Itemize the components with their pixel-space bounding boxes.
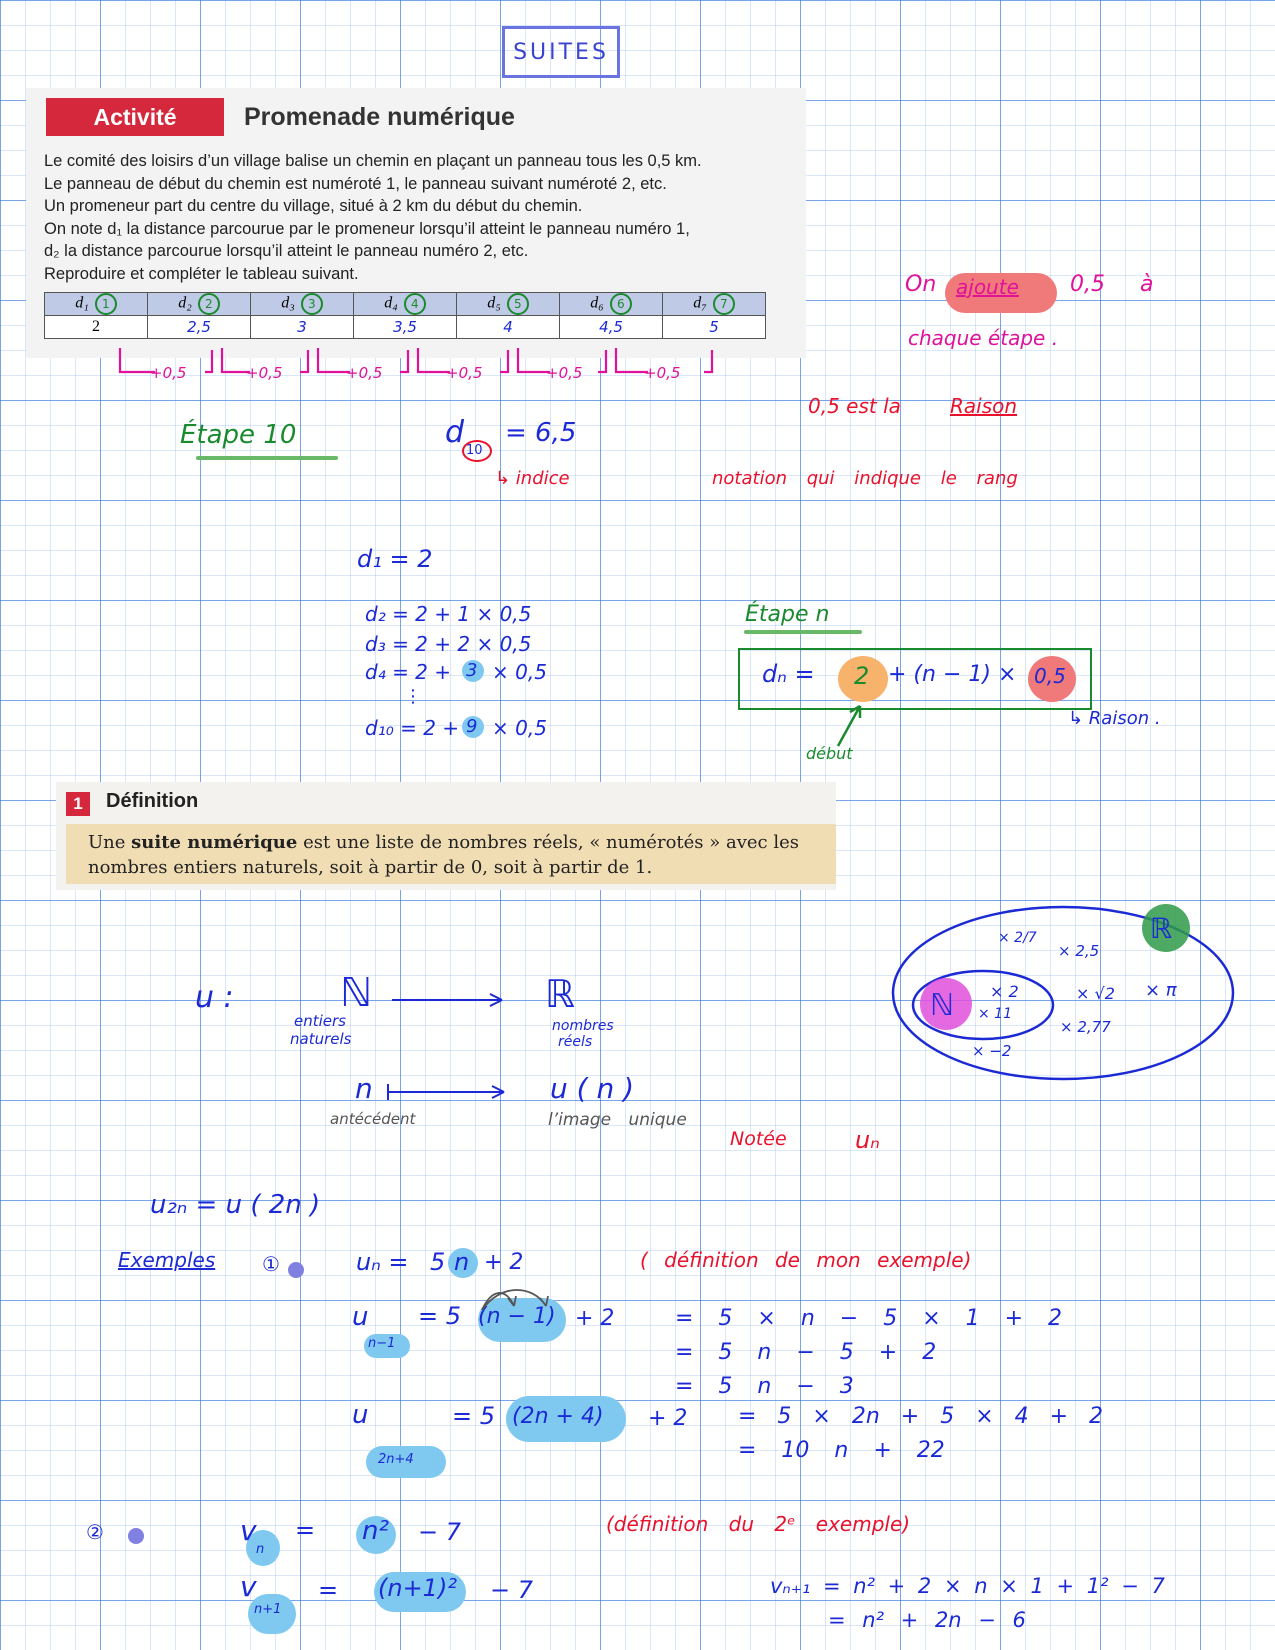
eq-d1: d₁ = 2 — [357, 545, 433, 573]
table-cell: 5 — [663, 316, 766, 339]
notation-note: notation qui indique le rang — [712, 468, 1018, 489]
label-reels: réels — [558, 1034, 593, 1050]
label-naturels: naturels — [290, 1030, 352, 1048]
eq-d10: d₁₀ = 2 + — [365, 716, 460, 740]
venn-N: ℕ — [930, 988, 955, 1023]
increment-label: +0,5 — [346, 364, 383, 382]
raison-note: 0,5 est la — [808, 394, 901, 418]
bullet-icon — [288, 1262, 304, 1278]
ex1-l1-step2: = 5 n − 5 + 2 — [675, 1340, 937, 1365]
arrow-icon — [390, 990, 510, 1010]
ex2-l1-rest: − 7 — [490, 1576, 534, 1604]
definition-text: Une suite numérique est une liste de nombres réels, « numérotés » avec les nombres entiers naturels, soit à partir de 0, soit à partir de 1. — [66, 824, 836, 884]
venn-item: × 11 — [978, 1006, 1012, 1022]
label-entiers: entiers — [294, 1012, 346, 1030]
examples-label: Exemples — [118, 1248, 216, 1272]
bullet-icon — [128, 1528, 144, 1544]
eq-d2: d₂ = 2 + 1 × 0,5 — [365, 602, 532, 626]
definition-term: suite numérique — [131, 832, 298, 853]
ex1-l2-const: + 2 — [648, 1406, 688, 1431]
note-on: On — [905, 272, 937, 297]
ex1-def-const: + 2 — [484, 1250, 524, 1275]
ex1-l1-eq: = 5 — [418, 1302, 462, 1330]
etape-n-label: Étape n — [745, 602, 830, 627]
ex2-def-eq: = — [295, 1516, 316, 1544]
rank-circle: 6 — [610, 293, 632, 315]
ex1-l1-paren: (n − 1) — [478, 1304, 556, 1329]
increment-label: +0,5 — [246, 364, 283, 382]
ex1-l1-step3: = 5 n − 3 — [675, 1374, 854, 1399]
set-N: ℕ — [340, 970, 373, 1016]
map-u: u : — [195, 980, 234, 1015]
formula-start: 2 — [854, 662, 870, 690]
set-R: ℝ — [545, 972, 576, 1016]
venn-item: × 2/7 — [998, 930, 1037, 946]
ex1-l1-step1: = 5 × n − 5 × 1 + 2 — [675, 1306, 1063, 1331]
raison-word: Raison — [950, 394, 1018, 418]
ex1-l2-step1: = 5 × 2n + 5 × 4 + 2 — [738, 1404, 1104, 1429]
increment-label: +0,5 — [446, 364, 483, 382]
venn-item: × 2 — [990, 982, 1019, 1001]
activity-line: Le comité des loisirs d’un village balise un chemin en plaçant un panneau tous les 0,5 km. — [44, 152, 702, 170]
activity-line: d₂ la distance parcourue lorsqu’il atteint le panneau numéro 2, etc. — [44, 242, 529, 260]
d10-value: = 6,5 — [505, 418, 577, 448]
table-header-cell: d₂ 2 — [148, 293, 251, 316]
venn-item: × π — [1145, 980, 1177, 1001]
example-1-number: ① — [262, 1252, 280, 1276]
venn-item: × 2,77 — [1060, 1018, 1111, 1036]
table-header-cell: d₇ 7 — [663, 293, 766, 316]
ex2-def-rest: − 7 — [418, 1518, 462, 1546]
table-cell: 2,5 — [148, 316, 251, 339]
table-header-cell: d₃ 3 — [251, 293, 354, 316]
venn-item: × 2,5 — [1058, 942, 1100, 960]
page-title: SUITES — [502, 26, 620, 78]
ex2-l1-v: v — [240, 1570, 257, 1603]
d10-index: 10 — [466, 443, 483, 458]
note-ajoute-rest: 0,5 à — [1070, 272, 1154, 297]
rank-circle: 2 — [198, 293, 220, 315]
d10-letter: d — [445, 415, 465, 450]
table-cell: 4,5 — [560, 316, 663, 339]
definition-number: 1 — [66, 792, 90, 816]
rank-circle: 7 — [713, 293, 735, 315]
venn-R: ℝ — [1150, 912, 1173, 945]
ex2-l1-index: n+1 — [254, 1602, 282, 1617]
table-cell: 2 — [45, 316, 148, 339]
u2n-definition: u₂ₙ = u ( 2n ) — [150, 1190, 321, 1220]
activity-line: On note d₁ la distance parcourue par le promeneur lorsqu’il atteint le panneau numéro 1, — [44, 219, 690, 238]
ex2-def-index: n — [256, 1542, 265, 1557]
ex1-def-coef: 5 — [430, 1248, 446, 1276]
table-cell: 3,5 — [354, 316, 457, 339]
eq-dots: ⋮ — [404, 686, 422, 707]
venn-item: × −2 — [972, 1042, 1012, 1060]
table-cell: 4 — [457, 316, 560, 339]
raison-arrow-note: ↳ Raison . — [1068, 708, 1161, 729]
maps-to-arrow-icon — [384, 1080, 514, 1104]
eq-d4: d₄ = 2 + — [365, 660, 452, 684]
underline — [196, 456, 338, 460]
rank-circle: 3 — [301, 293, 323, 315]
ex1-l1-index: n−1 — [368, 1336, 396, 1351]
activity-title: Promenade numérique — [244, 102, 515, 131]
ex2-step1: vₙ₊₁ = n² + 2 × n × 1 + 1² − 7 — [770, 1574, 1165, 1598]
eq-d3: d₃ = 2 + 2 × 0,5 — [365, 632, 532, 656]
definition-panel — [56, 782, 836, 890]
table-header-cell: d₁ 1 — [45, 293, 148, 316]
example-2-number: ② — [86, 1520, 104, 1544]
formula-raison: 0,5 — [1034, 664, 1066, 688]
ex1-l1-const: + 2 — [575, 1306, 615, 1331]
activity-line: Reproduire et compléter le tableau suivant. — [44, 264, 359, 283]
label-antecedent: antécédent — [330, 1110, 416, 1128]
table-header-cell: d₄ 4 — [354, 293, 457, 316]
table-cell: 3 — [251, 316, 354, 339]
eq-d4-rest: × 0,5 — [492, 660, 547, 684]
map-un: u ( n ) — [550, 1072, 635, 1105]
rank-circle: 4 — [404, 293, 426, 315]
eq-d10-rest: × 0,5 — [492, 716, 547, 740]
ex2-l1-eq: = — [318, 1576, 339, 1604]
ex2-def-n2: n² — [362, 1516, 389, 1546]
rank-circle: 5 — [507, 293, 529, 315]
distribution-arrows-icon — [470, 1284, 560, 1314]
ex1-l1-u: u — [352, 1302, 369, 1332]
map-n: n — [355, 1072, 373, 1105]
label-notee-un: uₙ — [855, 1126, 880, 1154]
note-ajoute: ajoute — [956, 275, 1019, 299]
ex2-l1-paren: (n+1)² — [378, 1574, 457, 1602]
debut-note: début — [806, 744, 853, 763]
activity-line: Un promeneur part du centre du village, situé à 2 km du début du chemin. — [44, 197, 583, 215]
ex1-l2-eq: = 5 — [452, 1402, 496, 1430]
formula-dn: dₙ = — [762, 660, 815, 688]
indice-note: ↳ indice — [495, 468, 570, 489]
activity-line: Le panneau de début du chemin est numéroté 1, le panneau suivant numéroté 2, etc. — [44, 174, 667, 193]
eq-d10-k: 9 — [466, 716, 478, 737]
formula-middle: + (n − 1) × — [888, 662, 1017, 687]
ex1-l2-paren: (2n + 4) — [512, 1404, 604, 1429]
venn-item: × √2 — [1076, 984, 1115, 1003]
table-header-cell: d₅ 5 — [457, 293, 560, 316]
eq-d4-k: 3 — [466, 660, 478, 681]
ex1-l2-step2: = 10 n + 22 — [738, 1438, 945, 1463]
label-image: l’image unique — [548, 1110, 687, 1130]
ex1-comment: ( définition de mon exemple) — [640, 1248, 972, 1272]
underline — [744, 630, 862, 634]
ex2-step2: = n² + 2n − 6 — [828, 1608, 1026, 1632]
table-header-cell: d₆ 6 — [560, 293, 663, 316]
label-nombres: nombres — [552, 1018, 614, 1034]
ex1-l2-index: 2n+4 — [378, 1452, 414, 1467]
note-chaque-etape: chaque étape . — [908, 326, 1059, 350]
increment-label: +0,5 — [150, 364, 187, 382]
increment-label: +0,5 — [546, 364, 583, 382]
increment-label: +0,5 — [644, 364, 681, 382]
activity-tag: Activité — [46, 98, 224, 136]
definition-title: Définition — [106, 790, 199, 812]
arrow-icon — [830, 700, 870, 750]
ex2-def-v: v — [240, 1514, 257, 1547]
ex2-comment: (définition du 2ᵉ exemple) — [606, 1512, 911, 1536]
ex1-l2-u: u — [352, 1400, 369, 1430]
ex1-def-n: n — [454, 1248, 470, 1276]
rank-circle: 1 — [95, 293, 117, 315]
ex1-def-left: uₙ = — [356, 1248, 409, 1276]
label-notee: Notée — [730, 1128, 787, 1150]
etape-10-label: Étape 10 — [180, 420, 297, 450]
